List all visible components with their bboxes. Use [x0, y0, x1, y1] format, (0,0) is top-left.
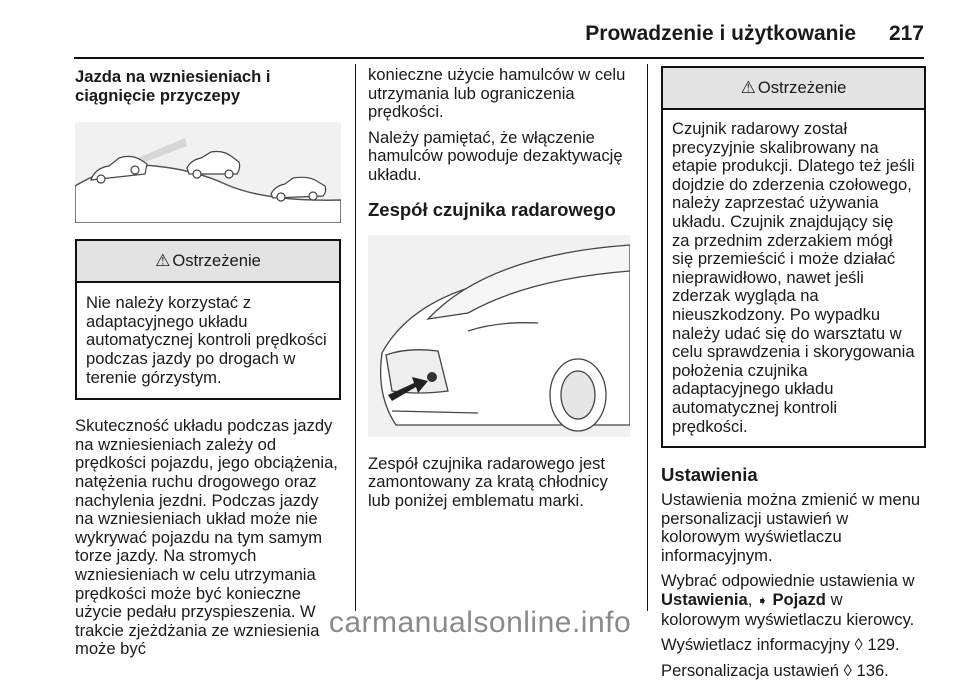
menu-path-settings: Ustawienia — [661, 590, 748, 610]
header-rule — [74, 57, 924, 59]
menu-path-vehicle: Pojazd — [772, 590, 826, 610]
body-paragraph: Należy pamiętać, że włączenie hamulców powoduje dezaktywację układu. — [368, 127, 623, 184]
right-arrow-icon: ➧ — [756, 593, 768, 609]
section-heading: Zespół czujnika radarowego — [368, 198, 616, 220]
body-paragraph: konieczne użycie hamulców w celu utrzymania lub ograniczenia prędkości. — [368, 65, 626, 122]
column-3 — [661, 66, 926, 687]
warning-triangle-icon: ⚠ — [740, 77, 756, 97]
warning-box — [661, 66, 926, 448]
column-2 — [368, 66, 630, 517]
warning-header — [77, 241, 339, 283]
warning-title: Ostrzeżenie — [172, 250, 261, 270]
figure-caption: Zespół czujnika radarowego jest zamontowany za kratą chłodnicy lub poniżej emblematu marki. — [368, 453, 608, 510]
warning-title: Ostrzeżenie — [757, 77, 847, 97]
radar-sensor-illustration — [368, 235, 630, 437]
body-paragraph: Ustawienia można zmienić w menu personalizacji ustawień w kolorowym wyświetlaczu informacyjnym. — [661, 490, 921, 565]
warning-text: Czujnik radarowy został precyzyjnie skalibrowany na etapie produkcji. Dlatego też jeśli dojdzie do zderzenia czołowego, należy zaprzestać używania układu. Czujnik znajdujący się za przednim zderzakiem mógł się przemieścić i może działać nieprawidłowo, nawet jeśli zderzak wygląda na nieuszkodzony. Po wypadku należy udać się do warsztatu w celu sprawdzenia i skorygowania położenia czujnika adaptacyjnego układu automatycznej kontroli prędkości. — [672, 119, 915, 436]
warning-header — [663, 68, 924, 110]
page-number: 217 — [888, 22, 924, 45]
body-paragraph: Skuteczność układu podczas jazdy na wzniesieniach zależy od prędkości pojazdu, jego obciążenia, natężenia ruchu drogowego oraz nachylenia jezdni. Podczas jazdy na wzniesieniach układ może nie wykrywać pojazdu na tym samym torze jazdy. Na stromych wzniesieniach w celu utrzymania prędkości może być konieczne użycie pedału przyspieszenia. W trakcie zjeżdżania ze wzniesienia może być — [75, 416, 338, 659]
column-divider — [647, 64, 648, 611]
warning-box — [75, 239, 341, 400]
page-reference-icon: ◊ — [843, 660, 852, 680]
cross-reference[interactable]: Wyświetlacz informacyjny ◊ 129. — [661, 635, 900, 655]
subsection-heading: Jazda na wzniesieniach i ciągnięcie przyczepy — [75, 67, 271, 105]
section-title: Prowadzenie i użytkowanie — [585, 22, 856, 45]
column-1 — [75, 66, 341, 666]
cross-reference[interactable]: Personalizacja ustawień ◊ 136. — [661, 660, 889, 680]
page-header — [0, 22, 960, 52]
section-heading: Ustawienia — [661, 464, 758, 486]
column-divider — [355, 64, 356, 611]
warning-triangle-icon: ⚠ — [155, 250, 171, 270]
page-reference-icon: ◊ — [854, 635, 863, 655]
hill-driving-illustration — [75, 122, 341, 223]
body-paragraph: Wybrać odpowiednie ustawienia w Ustawienia, ➧ Pojazd w kolorowym wyświetlaczu kierowcy. — [661, 571, 915, 629]
watermark: carmanualsonline.info — [328, 606, 632, 639]
warning-text: Nie należy korzystać z adaptacyjnego układu automatycznej kontroli prędkości podczas jazdy po drogach w terenie górzystym. — [86, 293, 327, 387]
